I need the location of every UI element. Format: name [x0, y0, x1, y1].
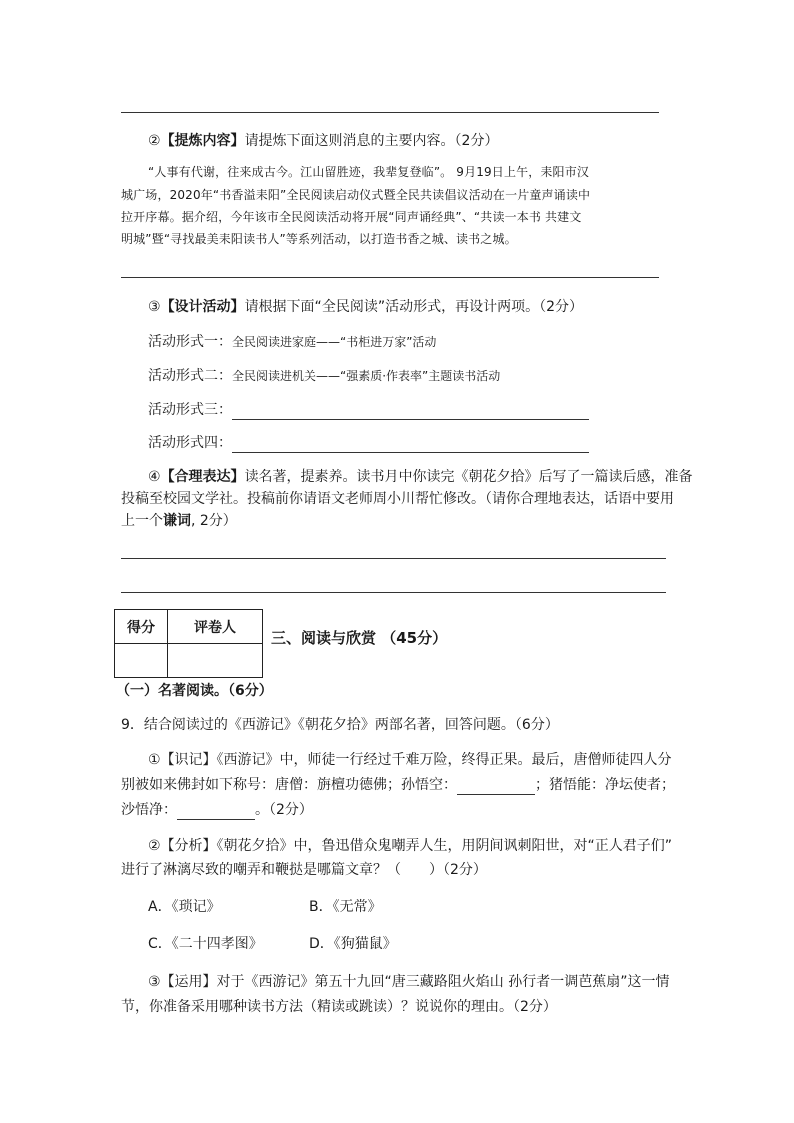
- q3-tag: 【设计活动】: [160, 299, 245, 315]
- activity-form-3: [148, 400, 589, 420]
- q9-sub1-line2: [121, 775, 675, 795]
- activity-form-4: [148, 433, 589, 453]
- form-label: 活动形式二：: [148, 368, 232, 384]
- form-label: 活动形式三：: [148, 402, 232, 418]
- option-b[interactable]: B．《无常》: [309, 899, 382, 915]
- answer-line[interactable]: [121, 592, 666, 593]
- q4-text: 读名著，提素养。读书月中你读完《朝花夕拾》后写了一篇读后感，准备: [244, 469, 693, 485]
- form-blank[interactable]: [232, 434, 589, 453]
- grader-cell[interactable]: [168, 644, 263, 678]
- news-line-2: 城广场，2020年“书香溢耒阳”全民阅读启动仪式暨全民共读倡议活动在一片童声诵读中: [121, 188, 591, 202]
- q9-text: 别被如来佛封如下称号：唐僧：旃檀功德佛；孙悟空：: [121, 777, 457, 793]
- option-c[interactable]: C．《二十四孝图》: [148, 936, 263, 952]
- q9-sub3-line1: ③【运用】对于《西游记》第五十九回“唐三藏路阻火焰山 孙行者一调芭蕉扇”这一情: [148, 974, 670, 990]
- option-d[interactable]: D．《狗猫鼠》: [309, 936, 397, 952]
- q4-keyword: 谦词: [163, 513, 191, 529]
- score-header: 得分: [115, 610, 168, 644]
- q9-sub1-line3: [121, 800, 313, 820]
- activity-form-2: [148, 365, 500, 386]
- score-table: [114, 609, 263, 678]
- q9-sub2-line2: 进行了淋漓尽致的嘲弄和鞭挞是哪篇文章？（ ）（2分）: [121, 862, 487, 878]
- form-value: 全民阅读进机关——“强素质·作表率”主题读书活动: [232, 369, 501, 383]
- form-label: 活动形式一：: [148, 334, 232, 350]
- q3-text: 请根据下面“全民阅读”活动形式，再设计两项。（2分）: [244, 299, 583, 315]
- q3-prompt: [148, 297, 583, 317]
- section-title: 三、阅读与欣赏 （45分）: [271, 629, 448, 647]
- answer-line[interactable]: [121, 112, 659, 113]
- section-subtitle: （一）名著阅读。（6分）: [116, 683, 273, 699]
- form-value: 全民阅读进家庭——“书柜进万家”活动: [232, 335, 437, 349]
- answer-line[interactable]: [121, 277, 659, 278]
- q9-intro: 9．结合阅读过的《西游记》《朝花夕拾》两部名著，回答问题。（6分）: [121, 717, 559, 733]
- grader-header: 评卷人: [168, 610, 263, 644]
- q4-line-2: 投稿至校园文学社。投稿前你请语文老师周小川帮忙修改。（请你合理地表达，话语中要用: [121, 491, 674, 507]
- q4-score: , 2分）: [191, 513, 237, 529]
- q2-tag: 【提炼内容】: [160, 133, 245, 149]
- option-a[interactable]: A．《琐记》: [148, 899, 221, 915]
- q4-tag: 【合理表达】: [160, 469, 245, 485]
- q2-text: 请提炼下面这则消息的主要内容。（2分）: [244, 133, 499, 149]
- q9-sub1-line1: ①【识记】《西游记》中，师徒一行经过千难万险，终得正果。最后，唐僧师徒四人分: [148, 752, 672, 768]
- q4-number: ④: [148, 469, 161, 485]
- q4-text: 上一个: [121, 513, 163, 529]
- news-line-1: “人事有代谢，往来成古今。江山留胜迹，我辈复登临”。 9月19日上午，耒阳市汉: [148, 165, 590, 179]
- q4-line-1: [148, 467, 693, 487]
- q9-sub2-line1: ②【分析】《朝花夕拾》中，鲁迅借众鬼嘲弄人生，用阴间讽刺阳世，对“正人君子们”: [148, 838, 673, 854]
- answer-blank-shawujing[interactable]: [177, 802, 255, 820]
- score-cell[interactable]: [115, 644, 168, 678]
- news-line-3: 拉开序幕。据介绍，今年该市全民阅读活动将开展“同声诵经典”、“共读一本书 共建文: [121, 210, 582, 224]
- q9-text: 。（2分）: [255, 802, 313, 818]
- answer-line[interactable]: [121, 558, 666, 559]
- q3-number: ③: [148, 299, 161, 315]
- answer-blank-sunwukong[interactable]: [457, 777, 535, 795]
- activity-form-1: [148, 331, 436, 352]
- q2-number: ②: [148, 133, 161, 149]
- q9-text: ；猪悟能：净坛使者；: [535, 777, 675, 793]
- q9-text: 沙悟净：: [121, 802, 177, 818]
- form-blank[interactable]: [232, 401, 589, 420]
- form-label: 活动形式四：: [148, 435, 232, 451]
- q4-line-3: [121, 511, 237, 531]
- q2-prompt: [148, 131, 498, 151]
- q9-sub3-line2: 节，你准备采用哪种读书方法（精读或跳读）？说说你的理由。（2分）: [121, 999, 557, 1015]
- news-line-4: 明城”暨“寻找最美耒阳读书人”等系列活动，以打造书香之城、读书之城。: [121, 232, 517, 246]
